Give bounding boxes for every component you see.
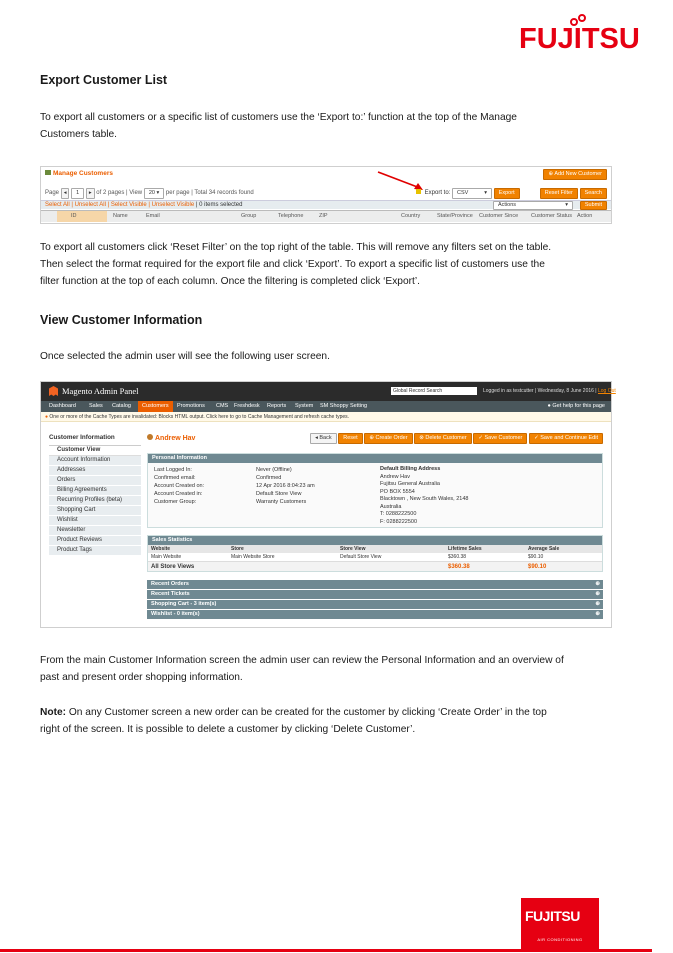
panel-title: Magento Admin Panel xyxy=(62,386,139,396)
view-intro: Once selected the admin user will see the following user screen. xyxy=(40,351,330,362)
footer-tagline: AIR CONDITIONING xyxy=(537,937,583,942)
column-header[interactable]: Group xyxy=(241,213,257,219)
sidebar-item[interactable]: Recurring Profiles (beta) xyxy=(49,496,141,506)
sidebar-item[interactable]: Shopping Cart xyxy=(49,506,141,516)
sidebar-item[interactable]: Wishlist xyxy=(49,516,141,526)
nav-item[interactable]: Reports xyxy=(267,403,287,409)
admin-panel-screenshot xyxy=(40,381,616,628)
export-icon xyxy=(416,189,421,194)
sidebar-item[interactable]: Addresses xyxy=(49,466,141,476)
export-body: To export all customers click ‘Reset Filter’ on the top right of the table. This will remove any filters set on the table. Then select the format required for the export file and click ‘Export’. To export a specific list of customers use the filter function at the top of each column. Once the filtering is completed click ‘Export’. xyxy=(40,242,552,287)
column-header[interactable]: Country xyxy=(401,213,421,219)
manage-customers-title: Manage Customers xyxy=(45,170,113,177)
collapsible-recent-orders[interactable]: Recent Orders ⊕ xyxy=(147,580,603,589)
sidebar-item[interactable]: Product Tags xyxy=(49,546,141,556)
sidebar-item[interactable]: Newsletter xyxy=(49,526,141,536)
footer-red-line xyxy=(0,949,652,952)
help-icon: ● xyxy=(547,403,551,409)
sidebar-item[interactable]: Orders xyxy=(49,476,141,486)
stats-total-row: All Store Views $360.38 $90.10 xyxy=(148,561,602,571)
personal-information-panel xyxy=(147,453,603,528)
nav-item[interactable]: CMS xyxy=(216,403,229,409)
collapsible-sections xyxy=(147,580,603,620)
personal-labels: Last Logged In: Confirmed email: Account Created on: Account Created in: Customer Group: xyxy=(154,467,205,505)
export-format-select[interactable]: CSV ▾ xyxy=(452,188,492,199)
expand-icon[interactable]: ⊕ xyxy=(595,581,600,587)
column-header[interactable]: ID xyxy=(57,211,107,222)
delete-customer-button[interactable]: ⊗ Delete Customer xyxy=(414,433,471,444)
section-heading-export: Export Customer List xyxy=(40,73,168,87)
collapsible-wishlist[interactable]: Wishlist - 0 item(s) ⊕ xyxy=(147,610,603,619)
reset-filter-button[interactable]: Reset Filter xyxy=(540,188,578,199)
prev-page-icon[interactable]: ◂ xyxy=(61,188,70,199)
pager-bar: Page ◂ 1 ▸ of 2 pages | View 20 ▾ per page | Total 34 records found xyxy=(45,188,254,199)
nav-item[interactable]: Dashboard xyxy=(49,403,76,409)
expand-icon[interactable]: ⊕ xyxy=(595,591,600,597)
sidebar-item-customer-view[interactable]: Customer View xyxy=(49,446,141,456)
expand-icon[interactable]: ⊕ xyxy=(595,611,600,617)
nav-item[interactable]: Freshdesk xyxy=(234,403,260,409)
page-input[interactable]: 1 xyxy=(71,188,84,199)
nav-item[interactable]: Promotions xyxy=(177,403,205,409)
cache-notice: ● One or more of the Cache Types are invalidated: Blocks HTML output. Click here to go to Cache Management and refresh cache types. xyxy=(41,412,611,422)
customers-icon xyxy=(45,170,51,175)
customer-sidebar xyxy=(49,434,141,556)
sidebar-item[interactable]: Billing Agreements xyxy=(49,486,141,496)
nav-item[interactable]: Sales xyxy=(89,403,103,409)
column-header[interactable]: Customer Since xyxy=(479,213,519,219)
sidebar-item[interactable]: Account Information xyxy=(49,456,141,466)
save-customer-button[interactable]: ✓ Save Customer xyxy=(473,433,527,444)
fujitsu-logo-top xyxy=(519,13,640,55)
customer-icon xyxy=(147,434,153,440)
customer-action-buttons xyxy=(310,433,603,444)
search-button[interactable]: Search xyxy=(580,188,607,199)
expand-icon[interactable]: ⊕ xyxy=(595,601,600,607)
fujitsu-logo-footer xyxy=(521,898,599,950)
footer-brand: FUJITSU xyxy=(525,908,580,924)
column-header[interactable]: ZIP xyxy=(319,213,328,219)
submit-button[interactable]: Submit xyxy=(580,201,607,210)
collapsible-shopping-cart[interactable]: Shopping Cart - 3 item(s) ⊕ xyxy=(147,600,603,609)
next-page-icon[interactable]: ▸ xyxy=(86,188,95,199)
stats-row: Main Website Main Website Store Default Store View $360.38 $90.10 xyxy=(151,554,544,560)
view-after-text: From the main Customer Information screen the admin user can review the Personal Information and an overview of past and present order shopping information. xyxy=(40,655,564,683)
nav-item[interactable]: SM Shoppy Setting xyxy=(320,403,368,409)
admin-header xyxy=(41,382,616,401)
create-order-button[interactable]: ⊕ Create Order xyxy=(364,433,412,444)
actions-select[interactable]: Actions ▾ xyxy=(493,201,573,210)
main-nav xyxy=(41,401,611,412)
back-button[interactable]: ◂ Back xyxy=(310,433,337,444)
global-search-input[interactable]: Global Record Search xyxy=(391,387,477,395)
column-header[interactable]: Customer Status xyxy=(531,213,572,219)
nav-item[interactable]: Catalog xyxy=(112,403,131,409)
export-button[interactable]: Export xyxy=(494,188,520,199)
column-header[interactable]: Name xyxy=(113,213,128,219)
nav-item[interactable]: System xyxy=(295,403,314,409)
export-controls: Export to: CSV ▾ Export xyxy=(416,188,520,199)
manage-customers-screenshot xyxy=(40,166,612,224)
sidebar-item[interactable]: Product Reviews xyxy=(49,536,141,546)
column-header[interactable]: Email xyxy=(146,213,160,219)
billing-address: Default Billing Address Andrew Hav Fujitsu General Australia PO BOX 5554 Blacktown , New South Wales, 2148 Australia T: 0288222500 F: 0288222500 xyxy=(380,466,469,525)
header-user-info: Logged in as testcutter | Wednesday, 8 June 2016 | Log Out xyxy=(483,388,616,394)
column-header[interactable]: Action xyxy=(577,213,593,219)
note-paragraph: Note: On any Customer screen a new order can be created for the customer by clicking ‘Create Order’ in the top right of the screen. It is possible to delete a customer by clicking ‘Delete Customer’. xyxy=(40,707,547,735)
magento-logo-icon xyxy=(49,386,58,396)
column-header[interactable]: Telephone xyxy=(278,213,304,219)
select-links[interactable]: Select All | Unselect All | Select Visible | Unselect Visible xyxy=(45,202,195,208)
svg-text:FUJITSU: FUJITSU xyxy=(519,23,640,55)
personal-info-header: Personal Information xyxy=(148,454,602,463)
customer-name-title: Andrew Hav xyxy=(147,434,195,442)
section-heading-view: View Customer Information xyxy=(40,313,203,327)
mass-action-bar: Select All | Unselect All | Select Visible | Unselect Visible | 0 items selected Actions ▾ Submit xyxy=(41,200,611,209)
sales-statistics-panel xyxy=(147,535,603,572)
save-continue-button[interactable]: ✓ Save and Continue Edit xyxy=(529,433,603,444)
reset-button[interactable]: Reset xyxy=(338,433,362,444)
collapsible-recent-tickets[interactable]: Recent Tickets ⊕ xyxy=(147,590,603,599)
help-link[interactable]: ● Get help for this page xyxy=(547,403,605,409)
column-header[interactable]: State/Province xyxy=(437,213,473,219)
view-select[interactable]: 20 ▾ xyxy=(144,188,164,199)
add-new-customer-button[interactable]: ⊕ Add New Customer xyxy=(543,169,607,180)
stats-header-row: Website Store Store View Lifetime Sales Average Sale xyxy=(148,545,602,553)
export-intro: To export all customers or a specific list of customers use the ‘Export to:’ function at the top of the Manage Customers table. xyxy=(40,112,517,140)
nav-item-customers[interactable]: Customers xyxy=(138,401,173,412)
sidebar-title: Customer Information xyxy=(49,434,141,446)
sales-stats-header: Sales Statistics xyxy=(148,536,602,545)
warning-icon: ● xyxy=(45,414,49,420)
personal-values: Never (Offline) Confirmed 12 Apr 2016 8:04:23 am Default Store View Warranty Customers xyxy=(256,467,315,505)
column-headers xyxy=(41,210,611,222)
logout-link[interactable]: Log Out xyxy=(598,388,616,394)
